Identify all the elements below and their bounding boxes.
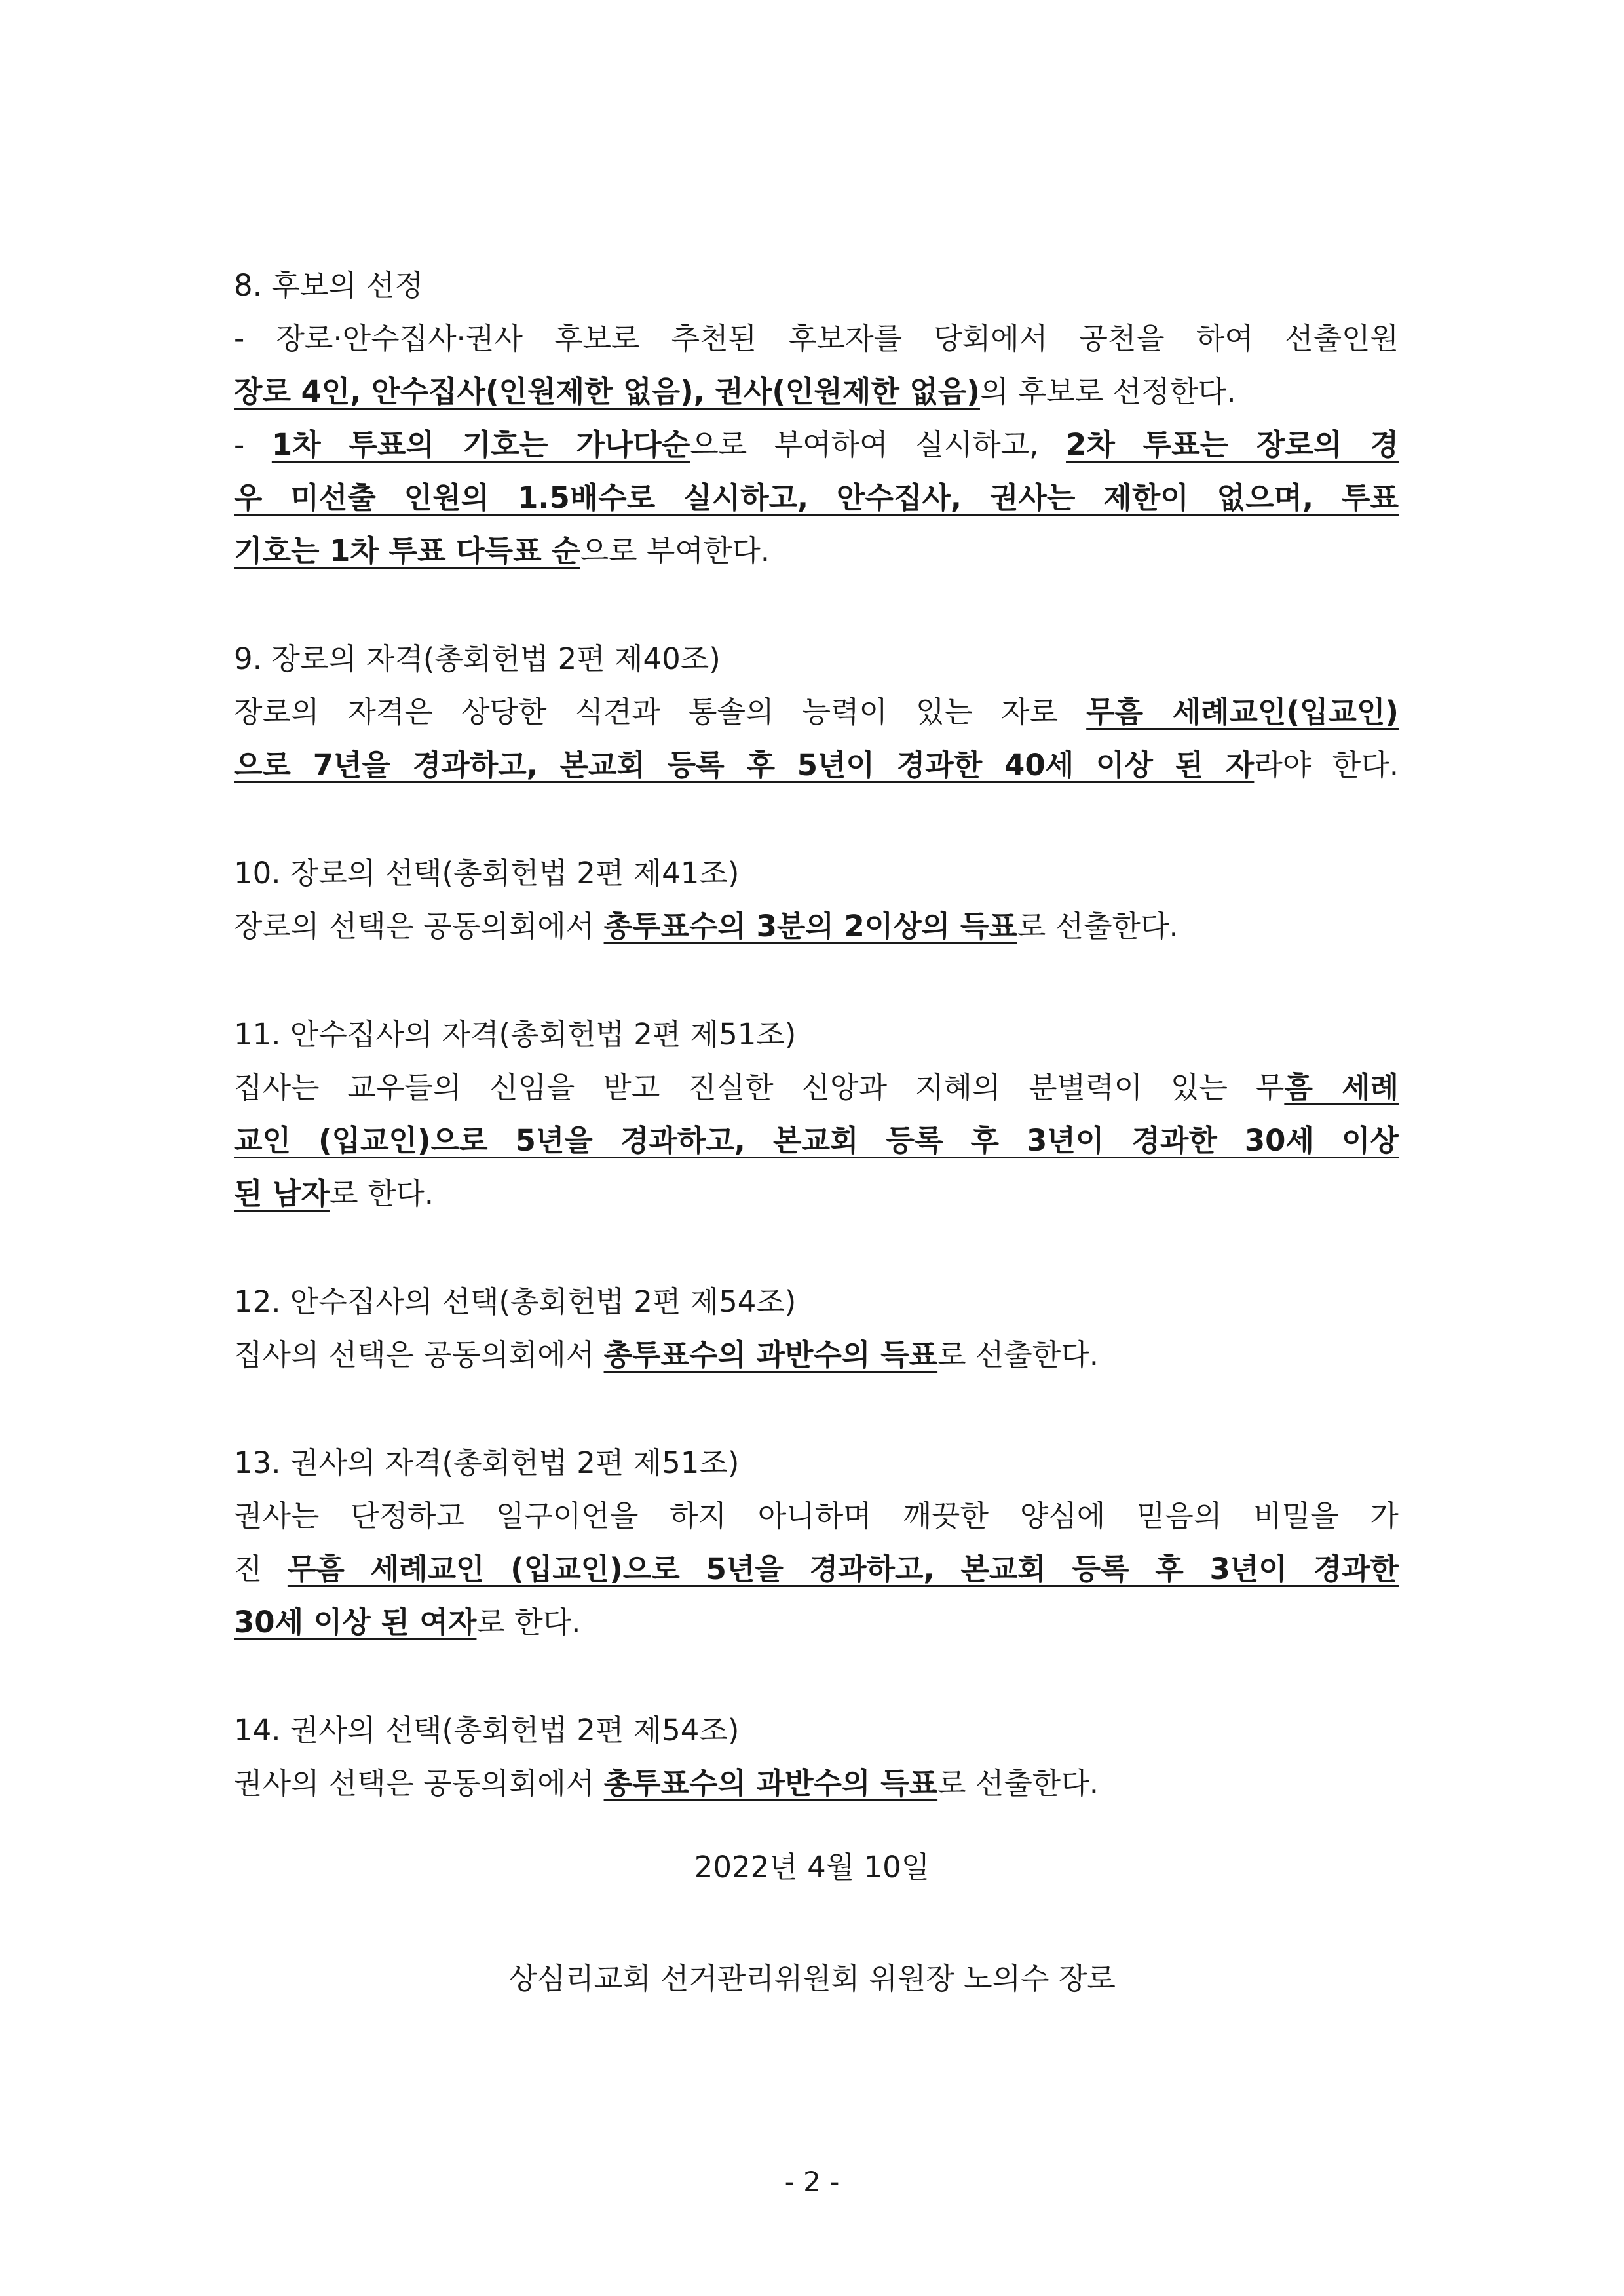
body-text: 장로의 선택은 공동의회에서 xyxy=(234,909,604,944)
body-text: 로 한다. xyxy=(476,1605,581,1639)
body-text: 진 xyxy=(234,1552,288,1586)
body-text: 으로 부여한다. xyxy=(580,533,770,568)
emphasized-text: 2차 투표는 장로의 경 xyxy=(1066,427,1399,462)
emphasized-text: 기호는 1차 투표 다득표 순 xyxy=(234,533,580,568)
emphasized-text: 된 남자 xyxy=(234,1176,330,1211)
section-deaconess-election xyxy=(234,1704,1399,1810)
section-heading: 9. 장로의 자격(총회헌법 2편 제40조) xyxy=(234,641,721,676)
section-candidate-selection xyxy=(234,259,1399,577)
paragraph-line xyxy=(234,1542,1399,1596)
paragraph-line xyxy=(234,685,1399,738)
body-text: 라야 한다. xyxy=(1254,748,1399,782)
paragraph-line xyxy=(234,738,1399,792)
section-deacon-election xyxy=(234,1275,1399,1381)
body-text: 장로의 자격은 상당한 식견과 통솔의 능력이 있는 자로 xyxy=(234,695,1087,729)
paragraph-line: 권사는 단정하고 일구이언을 하지 아니하며 깨끗한 양심에 믿음의 비밀을 가 xyxy=(234,1499,1399,1533)
emphasized-text: 총투표수의 과반수의 득표 xyxy=(603,1337,938,1372)
body-text: 로 선출한다. xyxy=(937,1337,1099,1372)
paragraph-line xyxy=(234,900,1399,953)
emphasized-text: 무흠 세례교인(입교인) xyxy=(1086,695,1399,729)
page-number: - 2 - xyxy=(784,2166,840,2198)
body-text: 으로 부여하여 실시하고, xyxy=(690,427,1067,462)
body-text: 집사는 교우들의 신임을 받고 진실한 신앙과 지혜의 분별력이 있는 무 xyxy=(234,1070,1285,1105)
section-heading: 12. 안수집사의 선택(총회헌법 2편 제54조) xyxy=(234,1284,797,1319)
emphasized-text: 총투표수의 3분의 2이상의 득표 xyxy=(603,909,1017,944)
body-text: 로 선출한다. xyxy=(1017,909,1179,944)
section-heading: 8. 후보의 선정 xyxy=(234,268,423,303)
section-spacer xyxy=(234,577,1399,632)
paragraph-line xyxy=(234,524,1399,577)
section-heading: 14. 권사의 선택(총회헌법 2편 제54조) xyxy=(234,1713,740,1748)
paragraph-line xyxy=(234,418,1399,471)
emphasized-text: 장로 4인, 안수집사(인원제한 없음), 권사(인원제한 없음) xyxy=(234,374,980,409)
paragraph-line xyxy=(234,1061,1399,1114)
paragraph-line xyxy=(234,1596,1399,1649)
section-spacer xyxy=(234,953,1399,1008)
emphasized-text: 1차 투표의 기호는 가나다순 xyxy=(271,427,690,462)
section-deacon-qualification xyxy=(234,1008,1399,1220)
section-elder-qualification xyxy=(234,632,1399,792)
paragraph-line xyxy=(234,1328,1399,1381)
body-text: 로 한다. xyxy=(330,1176,434,1211)
document-date: 2022년 4월 10일 xyxy=(694,1850,930,1885)
emphasized-text: 총투표수의 과반수의 득표 xyxy=(603,1766,938,1801)
section-spacer xyxy=(234,792,1399,847)
committee-signature: 상심리교회 선거관리위원회 위원장 노의수 장로 xyxy=(508,1961,1116,1996)
paragraph-line xyxy=(234,471,1399,524)
emphasized-text: 으로 7년을 경과하고, 본교회 등록 후 5년이 경과한 40세 이상 된 자 xyxy=(234,748,1255,782)
paragraph-line xyxy=(234,365,1399,418)
paragraph-line xyxy=(234,1757,1399,1810)
section-heading: 13. 권사의 자격(총회헌법 2편 제51조) xyxy=(234,1445,740,1480)
paragraph-line xyxy=(234,1114,1399,1167)
body-text: - xyxy=(234,427,272,462)
emphasized-text: 교인 (입교인)으로 5년을 경과하고, 본교회 등록 후 3년이 경과한 30세 이상 xyxy=(234,1123,1399,1158)
section-heading: 11. 안수집사의 자격(총회헌법 2편 제51조) xyxy=(234,1017,797,1052)
emphasized-text: 우 미선출 인원의 1.5배수로 실시하고, 안수집사, 권사는 제한이 없으며, 투표 xyxy=(234,480,1399,515)
body-text: 집사의 선택은 공동의회에서 xyxy=(234,1337,604,1372)
emphasized-text: 흠 세례 xyxy=(1284,1070,1399,1105)
emphasized-text: 무흠 세례교인 (입교인)으로 5년을 경과하고, 본교회 등록 후 3년이 경과한 xyxy=(287,1552,1399,1586)
body-text: 로 선출한다. xyxy=(937,1766,1099,1801)
paragraph-line: - 장로·안수집사·권사 후보로 추천된 후보자를 당회에서 공천을 하여 선출인원 xyxy=(234,321,1399,356)
section-heading: 10. 장로의 선택(총회헌법 2편 제41조) xyxy=(234,856,740,890)
section-spacer xyxy=(234,1649,1399,1704)
section-elder-election xyxy=(234,847,1399,953)
section-spacer xyxy=(234,1381,1399,1436)
paragraph-line xyxy=(234,1167,1399,1220)
section-spacer xyxy=(234,1220,1399,1275)
body-text: 의 후보로 선정한다. xyxy=(979,374,1236,409)
emphasized-text: 30세 이상 된 여자 xyxy=(234,1605,477,1639)
body-text: 권사의 선택은 공동의회에서 xyxy=(234,1766,604,1801)
section-deaconess-qualification xyxy=(234,1436,1399,1649)
document-body xyxy=(234,259,1399,1810)
